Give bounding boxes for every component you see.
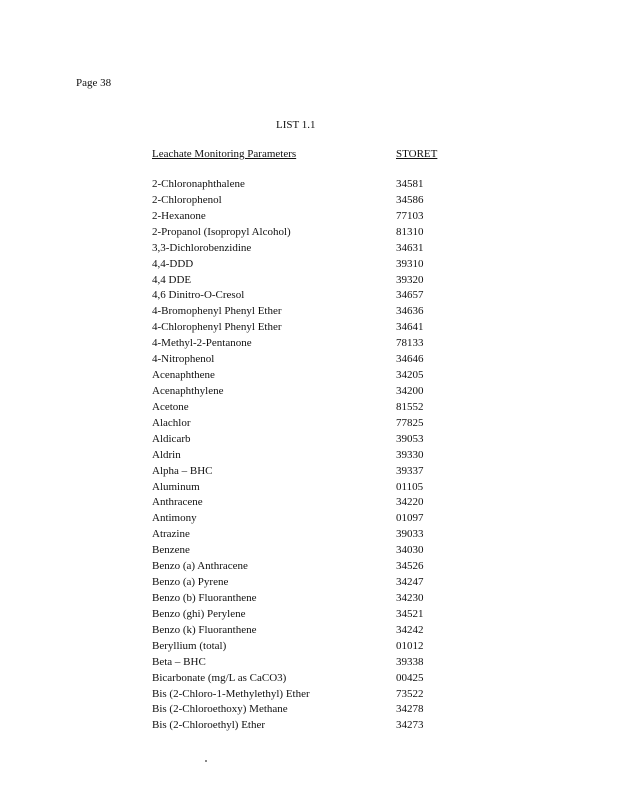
table-row bbox=[152, 177, 472, 193]
table-row bbox=[152, 241, 472, 257]
storet-code: 34242 bbox=[396, 623, 424, 636]
storet-code: 34247 bbox=[396, 576, 424, 589]
storet-code: 34631 bbox=[396, 241, 424, 254]
parameter-name: 2-Propanol (Isopropyl Alcohol) bbox=[152, 225, 291, 238]
table-row bbox=[152, 352, 472, 368]
parameter-name: 4-Chlorophenyl Phenyl Ether bbox=[152, 321, 282, 334]
storet-code: 34636 bbox=[396, 305, 424, 318]
table-row bbox=[152, 273, 472, 289]
storet-code: 34205 bbox=[396, 369, 424, 382]
parameter-name: Benzene bbox=[152, 544, 190, 557]
parameter-name: Atrazine bbox=[152, 528, 190, 541]
parameter-name: Acenaphthene bbox=[152, 369, 215, 382]
table-row bbox=[152, 623, 472, 639]
storet-code: 34521 bbox=[396, 607, 424, 620]
storet-code: 81310 bbox=[396, 225, 424, 238]
storet-code: 73522 bbox=[396, 687, 424, 700]
table-row bbox=[152, 288, 472, 304]
storet-code: 39310 bbox=[396, 257, 424, 270]
parameter-name: Alachlor bbox=[152, 416, 191, 429]
table-row bbox=[152, 384, 472, 400]
parameter-name: Beryllium (total) bbox=[152, 639, 227, 652]
table-row bbox=[152, 559, 472, 575]
storet-code: 34273 bbox=[396, 719, 424, 732]
parameter-name: Benzo (k) Fluoranthene bbox=[152, 623, 257, 636]
storet-code: 39033 bbox=[396, 528, 424, 541]
table-row bbox=[152, 702, 472, 718]
table-row bbox=[152, 575, 472, 591]
storet-code: 34200 bbox=[396, 384, 424, 397]
storet-code: 34646 bbox=[396, 353, 424, 366]
table-row bbox=[152, 511, 472, 527]
parameter-name: Benzo (a) Pyrene bbox=[152, 576, 229, 589]
storet-code: 39337 bbox=[396, 464, 424, 477]
storet-column-header: STORET bbox=[396, 148, 438, 160]
parameter-name: 3,3-Dichlorobenzidine bbox=[152, 241, 252, 254]
table-row bbox=[152, 400, 472, 416]
table-row bbox=[152, 225, 472, 241]
table-row bbox=[152, 527, 472, 543]
parameter-name: Alpha – BHC bbox=[152, 464, 213, 477]
storet-code: 78133 bbox=[396, 337, 424, 350]
parameter-name: Benzo (b) Fluoranthene bbox=[152, 591, 257, 604]
table-row bbox=[152, 655, 472, 671]
scan-speck bbox=[205, 760, 207, 762]
parameter-name: Aldicarb bbox=[152, 432, 191, 445]
parameter-name: Bicarbonate (mg/L as CaCO3) bbox=[152, 671, 287, 684]
parameter-column-header: Leachate Monitoring Parameters bbox=[152, 148, 297, 160]
parameter-name: Acenaphthylene bbox=[152, 384, 224, 397]
table-row bbox=[152, 639, 472, 655]
table-row bbox=[152, 257, 472, 273]
table-row bbox=[152, 416, 472, 432]
parameter-name: 4-Nitrophenol bbox=[152, 353, 215, 366]
parameter-name: Aluminum bbox=[152, 480, 200, 493]
table-row bbox=[152, 368, 472, 384]
storet-code: 34641 bbox=[396, 321, 424, 334]
table-row bbox=[152, 671, 472, 687]
parameter-name: Benzo (a) Anthracene bbox=[152, 560, 248, 573]
storet-code: 39053 bbox=[396, 432, 424, 445]
parameter-name: Beta – BHC bbox=[152, 655, 206, 668]
parameter-name: Antimony bbox=[152, 512, 197, 525]
storet-code: 00425 bbox=[396, 671, 424, 684]
storet-code: 01097 bbox=[396, 512, 424, 525]
table-row bbox=[152, 543, 472, 559]
list-title: LIST 1.1 bbox=[276, 119, 316, 131]
parameter-name: 4,4 DDE bbox=[152, 273, 192, 286]
table-row bbox=[152, 607, 472, 623]
table-row bbox=[152, 591, 472, 607]
parameter-name: Bis (2-Chloro-1-Methylethyl) Ether bbox=[152, 687, 310, 700]
parameter-name: 4-Bromophenyl Phenyl Ether bbox=[152, 305, 282, 318]
storet-code: 34586 bbox=[396, 193, 424, 206]
storet-code: 34526 bbox=[396, 560, 424, 573]
storet-code: 34581 bbox=[396, 178, 424, 190]
storet-code: 39338 bbox=[396, 655, 424, 668]
parameter-name: 2-Hexanone bbox=[152, 209, 206, 222]
parameter-name: Benzo (ghi) Perylene bbox=[152, 607, 246, 620]
table-row bbox=[152, 480, 472, 496]
parameter-name: Bis (2-Chloroethoxy) Methane bbox=[152, 703, 288, 716]
storet-code: 77103 bbox=[396, 209, 424, 222]
parameter-name: Anthracene bbox=[152, 496, 203, 509]
parameter-name: 4,6 Dinitro-O-Cresol bbox=[152, 289, 245, 302]
table-row bbox=[152, 209, 472, 225]
parameter-name: Aldrin bbox=[152, 448, 181, 461]
page-number: Page 38 bbox=[76, 77, 112, 89]
parameter-name: Bis (2-Chloroethyl) Ether bbox=[152, 719, 266, 732]
storet-code: 81552 bbox=[396, 400, 424, 413]
table-row bbox=[152, 432, 472, 448]
parameter-name: 4-Methyl-2-Pentanone bbox=[152, 337, 252, 350]
storet-code: 01012 bbox=[396, 639, 424, 652]
table-row bbox=[152, 193, 472, 209]
table-row bbox=[152, 718, 472, 734]
parameter-name: 2-Chlorophenol bbox=[152, 193, 222, 206]
storet-code: 01105 bbox=[396, 480, 424, 493]
table-row bbox=[152, 687, 472, 703]
table-row bbox=[152, 320, 472, 336]
storet-code: 34030 bbox=[396, 544, 424, 557]
table-row bbox=[152, 464, 472, 480]
parameter-name: 4,4-DDD bbox=[152, 257, 194, 270]
table-row bbox=[152, 336, 472, 352]
storet-code: 39320 bbox=[396, 273, 424, 286]
storet-code: 34230 bbox=[396, 591, 424, 604]
storet-code: 34657 bbox=[396, 289, 424, 302]
parameter-name: 2-Chloronaphthalene bbox=[152, 178, 245, 190]
table-row bbox=[152, 304, 472, 320]
storet-code: 39330 bbox=[396, 448, 424, 461]
parameter-name: Acetone bbox=[152, 400, 189, 413]
storet-code: 77825 bbox=[396, 416, 424, 429]
storet-code: 34220 bbox=[396, 496, 424, 509]
table-row bbox=[152, 448, 472, 464]
parameter-list bbox=[152, 177, 472, 734]
table-row bbox=[152, 495, 472, 511]
storet-code: 34278 bbox=[396, 703, 424, 716]
